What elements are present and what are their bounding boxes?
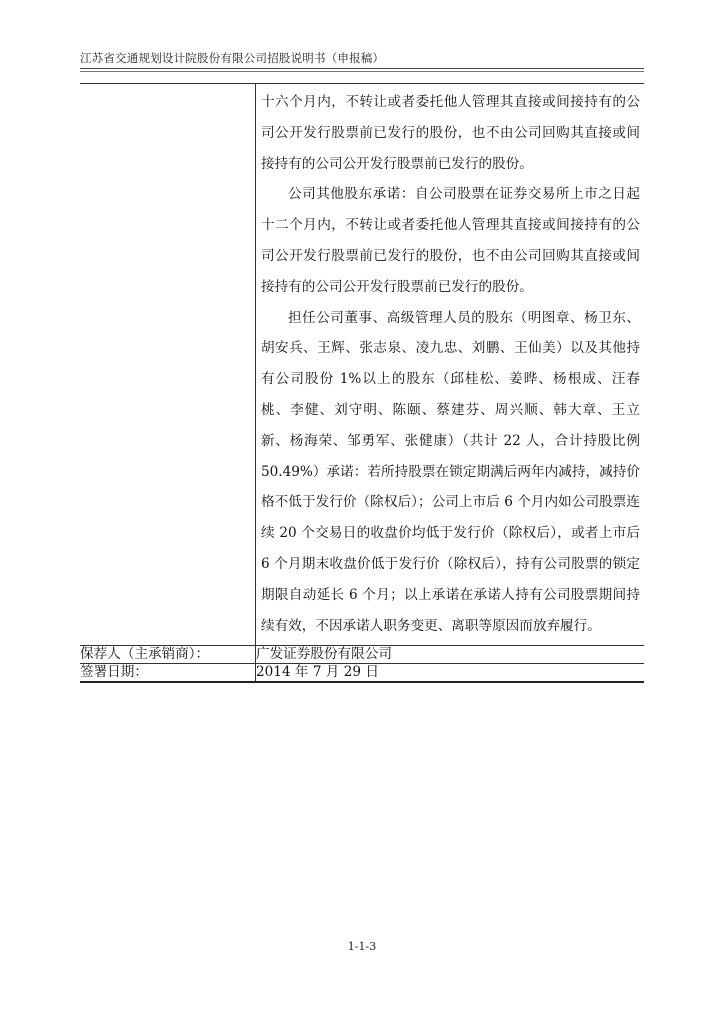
commitment-paragraph-3: 担任公司董事、高级管理人员的股东（明图章、杨卫东、胡安兵、王辉、张志泉、凌九忠、刘鹏、王仙美）以及其他持有公司股份 1%以上的股东（邱桂松、姜晔、杨根成、汪春桃、李健、刘守明、陈颐、蔡建芬、周兴顺、韩大章、王立新、杨海荣、邹勇军、张健康）（共计 22 人，合计持股比例 50.49%）承诺：若所持股票在锁定期满后两年内减持，减持价格不低于发行价（除权后）；公司上市后 6 个月内如公司股票连续 20 个交易日的收盘价均低于发行价（除权后），或者上市后 6 个月期末收盘价低于发行价（除权后），持有公司股票的锁定期限自动延长 6 个月；以上承诺在承诺人持有公司股票期间持续有效，不因承诺人职务变更、离职等原因而放弃履行。 xyxy=(261,309,640,634)
date-value: 2014 年 7 月 29 日 xyxy=(256,664,645,683)
date-label: 签署日期： xyxy=(80,664,256,683)
date-row xyxy=(80,664,644,683)
commitment-paragraph-2: 公司其他股东承诺：自公司股票在证券交易所上市之日起十二个月内，不转让或者委托他人管理其直接或间接持有的公司公开发行股票前已发行的股份，也不由公司回购其直接或间接持有的公司公开发行股票前已发行的股份。 xyxy=(261,186,640,295)
page-number: 1-1-3 xyxy=(347,940,377,953)
sponsor-label: 保荐人（主承销商）： xyxy=(80,646,256,664)
document-header: 江苏省交通规划设计院股份有限公司招股说明书（申报稿） xyxy=(80,51,385,65)
commitment-content-cell xyxy=(256,84,645,646)
header-rule-thin xyxy=(80,71,644,72)
header-rule xyxy=(80,68,644,69)
commitment-label-cell xyxy=(80,84,256,646)
commitment-paragraph-1: 十六个月内，不转让或者委托他人管理其直接或间接持有的公司公开发行股票前已发行的股份，也不由公司回购其直接或间接持有的公司公开发行股票前已发行的股份。 xyxy=(261,94,640,172)
commitment-row xyxy=(80,84,644,646)
sponsor-value: 广发证券股份有限公司 xyxy=(256,646,645,664)
prospectus-table xyxy=(80,83,644,683)
sponsor-row xyxy=(80,646,644,664)
